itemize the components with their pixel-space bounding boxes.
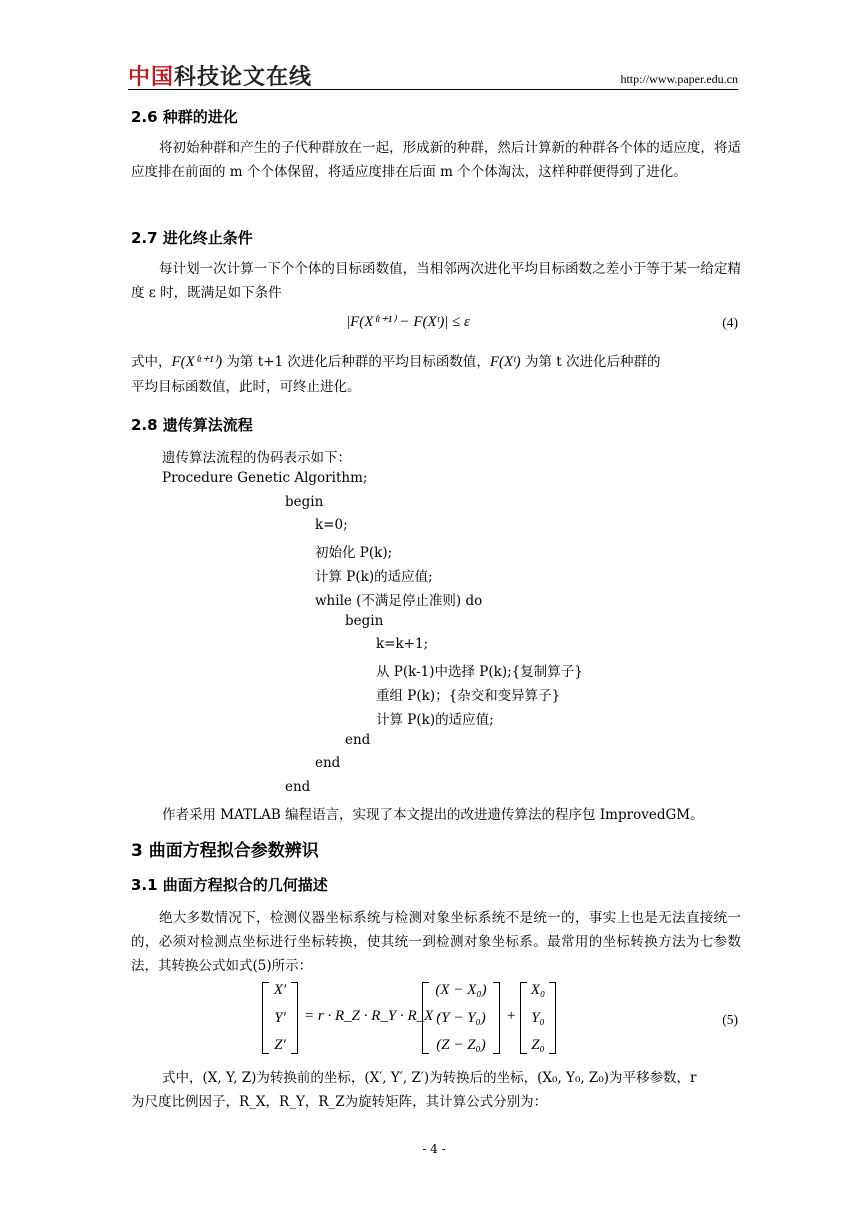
code-line: 计算 P(k)的适应值; — [315, 569, 433, 585]
section-3-1-explanation: 式中，(X, Y, Z)为转换前的坐标，(X′, Y′, Z′)为转换后的坐标，(X₀, Y₀, Z₀)为平移参数，r — [162, 1070, 697, 1086]
section-heading-3: 3 曲面方程拟合参数辨识 — [131, 841, 319, 861]
equation-4: |F(X⁽ᵗ⁺¹⁾ − F(Xᵗ)| ≤ ε — [346, 314, 470, 330]
section-heading-2-8: 2.8 遗传算法流程 — [131, 416, 253, 434]
equation-5-number: (5) — [722, 1012, 738, 1027]
section-3-1-paragraph: 绝大多数情况下，检测仪器坐标系统与检测对象坐标系统不是统一的，事实上也是无法直接统一的，必须对检测点坐标进行坐标转换，使其统一到检测对象坐标系。最常用的坐标转换方法为七参数法，其转换公式如式(5)所示： — [131, 910, 741, 974]
code-line: 初始化 P(k); — [315, 545, 393, 561]
header-rule — [128, 89, 738, 90]
code-line: end — [285, 779, 311, 795]
section-3-1-explanation-line2: 为尺度比例因子，R_X，R_Y，R_Z为旋转矩阵，其计算公式分别为： — [131, 1094, 548, 1110]
eq5-offset-vector: X₀ Y₀ Z₀ — [520, 982, 556, 1054]
section-heading-2-6: 2.6 种群的进化 — [131, 108, 238, 126]
section-heading-2-7: 2.7 进化终止条件 — [131, 229, 253, 247]
section-2-7-explanation: 式中，F(X⁽ᵗ⁺¹⁾) 为第 t+1 次进化后种群的平均目标函数值，F(Xᵗ) 为第 t 次进化后种群的 — [131, 354, 661, 370]
code-line: begin — [285, 494, 324, 510]
eq5-rotation-product: = r · R_Z · R_Y · R_X · — [304, 1008, 441, 1024]
code-line: k=0; — [315, 517, 348, 533]
code-line: 重组 P(k)；{杂交和变异算子} — [376, 688, 561, 704]
code-line: begin — [345, 613, 384, 629]
code-line: k=k+1; — [376, 636, 429, 652]
header-url: http://www.paper.edu.cn — [620, 72, 738, 86]
section-2-7-explanation-line2: 平均目标函数值，此时，可终止进化。 — [131, 379, 361, 395]
code-line: end — [315, 755, 341, 771]
code-line: end — [345, 732, 371, 748]
code-line: 从 P(k-1)中选择 P(k);{复制算子} — [376, 664, 583, 680]
code-line: Procedure Genetic Algorithm; — [162, 470, 368, 486]
pseudocode-intro: 遗传算法流程的伪码表示如下： — [162, 450, 351, 466]
page-number: - 4 - — [422, 1142, 446, 1156]
section-2-6-paragraph: 将初始种群和产生的子代种群放在一起，形成新的种群，然后计算新的种群各个体的适应度，将适应度排在前面的 m 个个体保留，将适应度排在后面 m 个个体淘汰，这样种群便得到了进化。 — [131, 140, 741, 180]
equation-4-number: (4) — [722, 315, 738, 330]
section-2-7-paragraph: 每计划一次计算一下个个体的目标函数值，当相邻两次进化平均目标函数之差小于等于某一给定精度 ε 时，既满足如下条件 — [131, 261, 741, 301]
eq5-lhs-vector: X′ Y′ Z′ — [262, 982, 298, 1054]
eq5-plus: + — [506, 1008, 517, 1024]
section-heading-3-1: 3.1 曲面方程拟合的几何描述 — [131, 876, 328, 894]
eq5-difference-vector: (X − X₀) (Y − Y₀) (Z − Z₀) — [422, 982, 500, 1054]
code-line: while (不满足停止准则) do — [315, 593, 483, 609]
section-2-8-outro: 作者采用 MATLAB 编程语言，实现了本文提出的改进遗传算法的程序包 ImprovedGM。 — [162, 807, 704, 823]
code-line: 计算 P(k)的适应值; — [376, 712, 494, 728]
site-logo: 中国科技论文在线 — [128, 65, 313, 90]
